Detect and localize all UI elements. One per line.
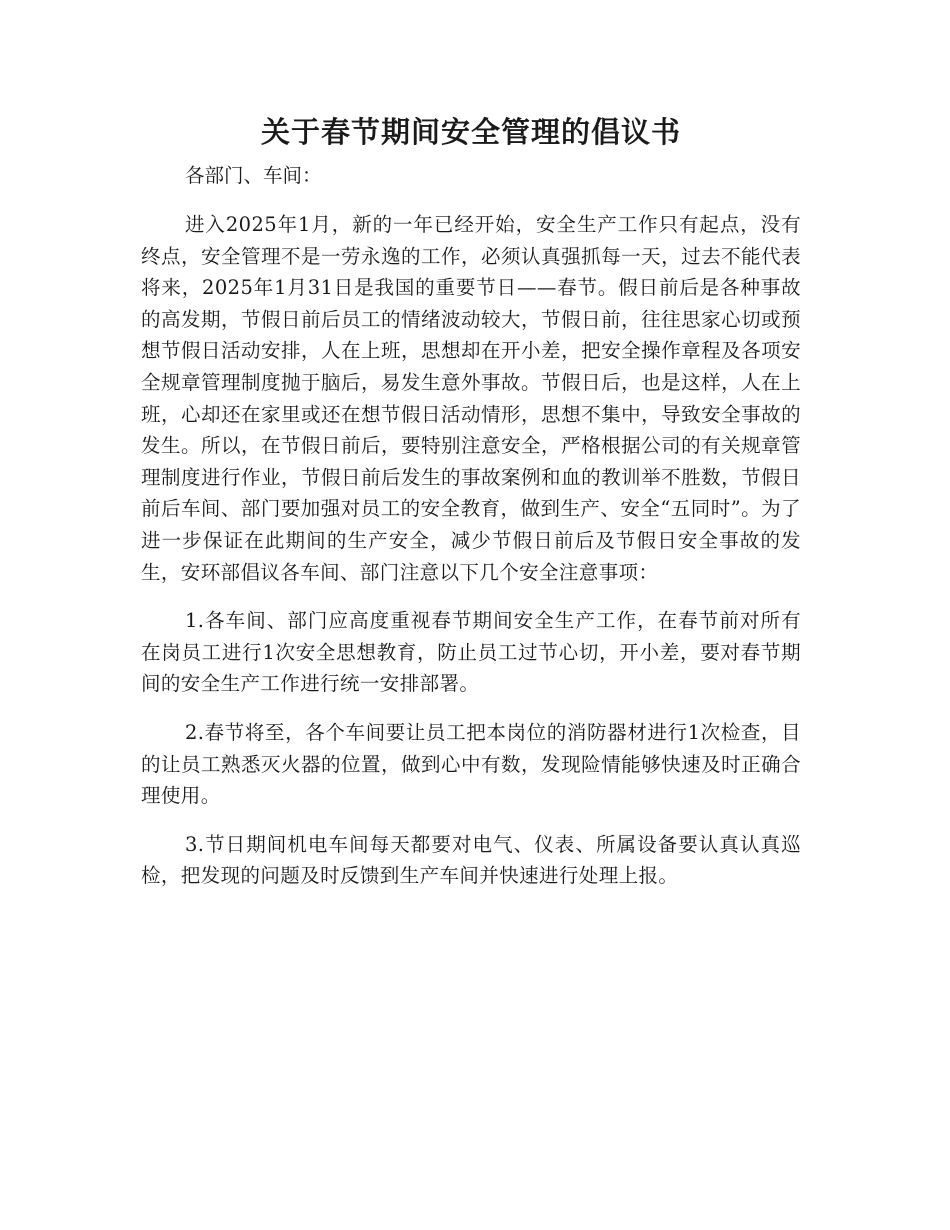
- salutation: 各部门、车间：: [185, 164, 322, 187]
- document-page: [141, 110, 801, 909]
- item-paragraph-3: 3.节日期间机电车间每天都要对电气、仪表、所属设备要认真认真巡检，把发现的问题及时反馈到生产车间并快速进行处理上报。: [141, 832, 801, 888]
- document-title: 关于春节期间安全管理的倡议书: [260, 115, 681, 149]
- intro-paragraph: 进入2025年1月，新的一年已经开始，安全生产工作只有起点，没有终点，安全管理不是一劳永逸的工作，必须认真强抓每一天，过去不能代表将来，2025年1月31日是我国的重要节日——春节。假日前后是各种事故的高发期，节假日前后员工的情绪波动较大，节假日前，往往思家心切或预想节假日活动安排，人在上班，思想却在开小差，把安全操作章程及各项安全规章管理制度抛于脑后，易发生意外事故。节假日后，也是这样，人在上班，心却还在家里或还在想节假日活动情形，思想不集中，导致安全事故的发生。所以，在节假日前后，要特别注意安全，严格根据公司的有关规章管理制度进行作业，节假日前后发生的事故案例和血的教训举不胜数，节假日前后车间、部门要加强对员工的安全教育，做到生产、安全“五同时”。为了进一步保证在此期间的生产安全，减少节假日前后及节假日安全事故的发生，安环部倡议各车间、部门注意以下几个安全注意事项：: [141, 213, 801, 584]
- item-paragraph-1: 1.各车间、部门应高度重视春节期间安全生产工作，在春节前对所有在岗员工进行1次安全思想教育，防止员工过节心切，开小差，要对春节期间的安全生产工作进行统一安排部署。: [141, 609, 801, 696]
- item-paragraph-2: 2.春节将至，各个车间要让员工把本岗位的消防器材进行1次检查，目的让员工熟悉灭火器的位置，做到心中有数，发现险情能够快速及时正确合理使用。: [141, 720, 801, 808]
